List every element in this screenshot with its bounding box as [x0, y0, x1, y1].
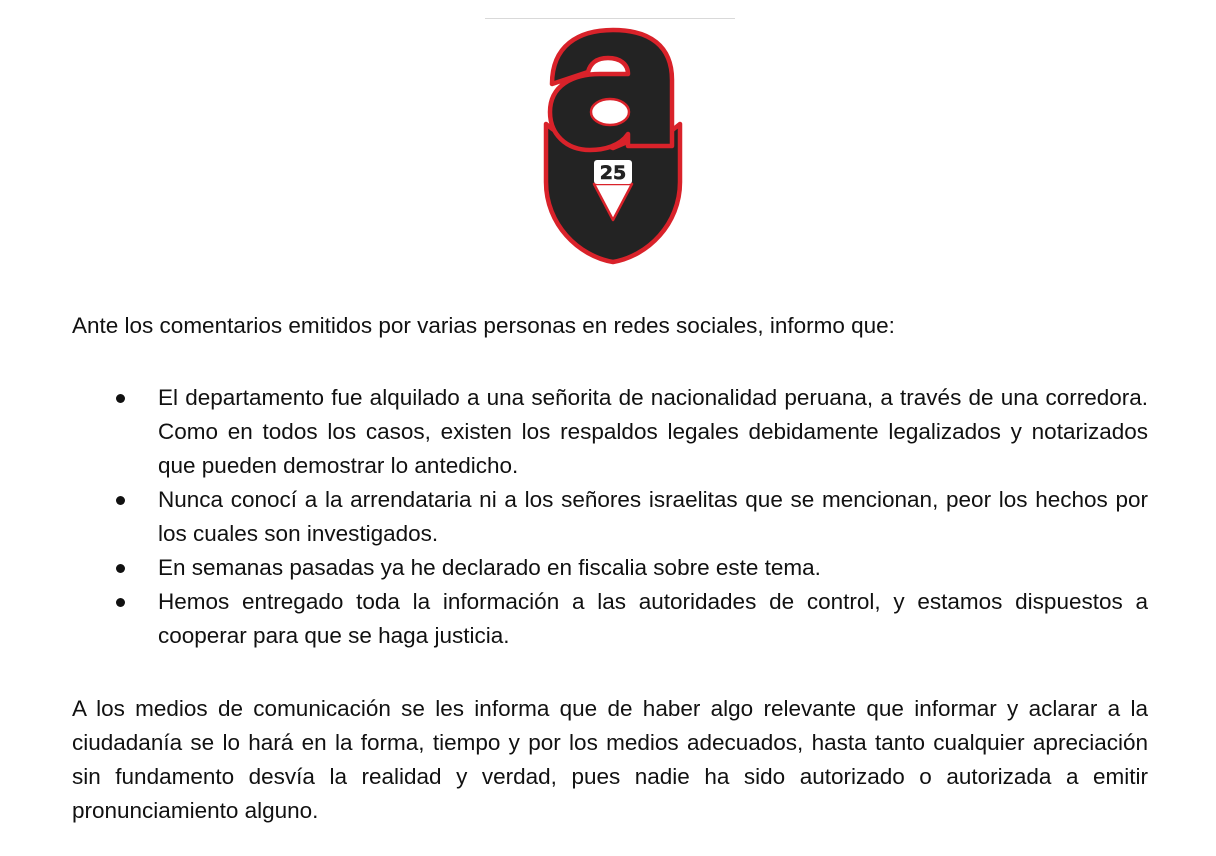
bullet-icon: [116, 598, 125, 607]
logo-letter-counter: [591, 99, 629, 125]
logo-badge-number: 25: [599, 162, 627, 184]
logo-letter-a: [550, 30, 672, 150]
list-item: [72, 483, 1148, 551]
list-item-text: En semanas pasadas ya he declarado en fiscalia sobre este tema.: [158, 555, 821, 580]
bullet-list: [72, 381, 1148, 653]
list-item-text: Nunca conocí a la arrendataria ni a los señores israelitas que se mencionan, peor los hechos por los cuales son investigados.: [158, 487, 1148, 546]
bullet-icon: [116, 394, 125, 403]
list-item: [72, 585, 1148, 653]
list-item-text: El departamento fue alquilado a una señorita de nacionalidad peruana, a través de una corredora. Como en todos los casos, existen los respaldos legales debidamente legalizados y notarizados que pueden demostrar lo antedicho.: [158, 385, 1148, 478]
list-item-text: Hemos entregado toda la información a las autoridades de control, y estamos dispuestos a cooperar para que se haga justicia.: [158, 589, 1148, 648]
closing-paragraph: A los medios de comunicación se les informa que de haber algo relevante que informar y aclarar a la ciudadanía se lo hará en la forma, tiempo y por los medios adecuados, hasta tanto cualquier apreciación sin fundamento desvía la realidad y verdad, pues nadie ha sido autorizado o autorizada a emitir pronunciamiento alguno.: [72, 696, 1148, 823]
statement-body: [72, 309, 1148, 828]
list-item: [72, 551, 1148, 585]
logo: [538, 24, 688, 266]
bullet-icon: [116, 496, 125, 505]
list-item: [72, 381, 1148, 483]
intro-paragraph: Ante los comentarios emitidos por varias personas en redes sociales, informo que:: [72, 313, 895, 338]
bullet-icon: [116, 564, 125, 573]
top-divider: [485, 18, 735, 19]
